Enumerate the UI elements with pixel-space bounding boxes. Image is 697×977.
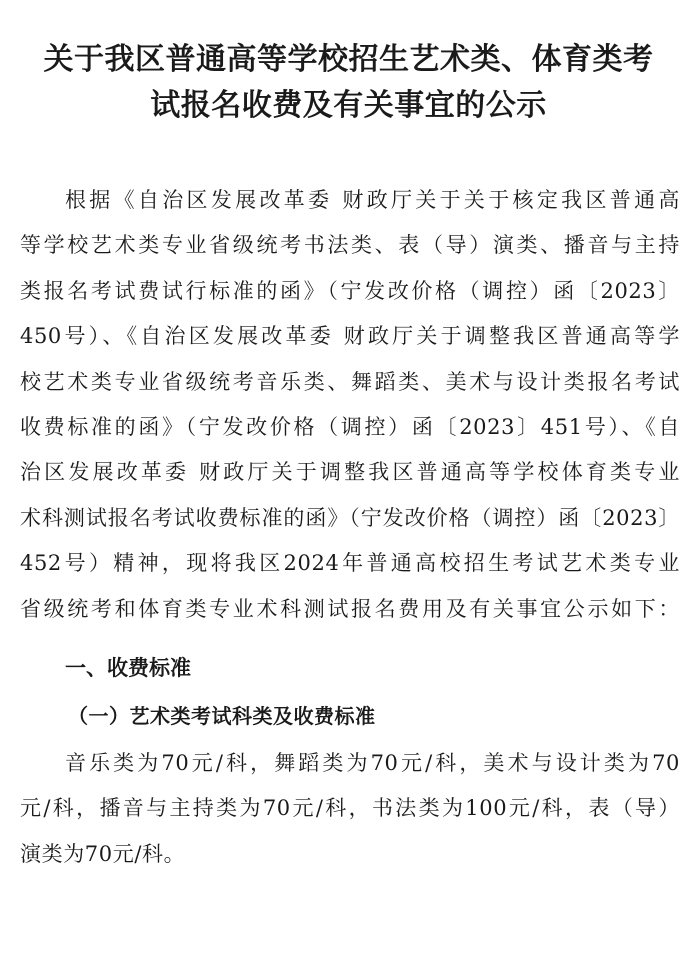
section-heading-fee-standard: 一、收费标准	[65, 656, 191, 680]
fee-paragraph	[20, 741, 680, 877]
paragraph-line: 音乐类为70元/科，舞蹈类为70元/科，美术与设计类为70	[65, 751, 680, 775]
paragraph-line: 演类为70元/科。	[20, 841, 186, 866]
document-title-line-1: 关于我区普通高等学校招生艺术类、体育类考	[43, 42, 654, 77]
paragraph-line: 收费标准的函》（宁发改价格（调控）函〔2023〕451号）、《自	[20, 415, 680, 440]
intro-paragraph	[20, 178, 680, 632]
paragraph-line: 元/科，播音与主持类为70元/科，书法类为100元/科，表（导）	[20, 796, 680, 821]
paragraph-line: 省级统考和体育类专业术科测试报名费用及有关事宜公示如下：	[20, 596, 680, 621]
paragraph-line: 根据《自治区发展改革委 财政厅关于关于核定我区普通高	[65, 188, 680, 212]
subsection-heading-art-exam: （一）艺术类考试科类及收费标准	[68, 704, 376, 728]
paragraph-line: 450号）、《自治区发展改革委 财政厅关于调整我区普通高等学	[20, 324, 680, 349]
paragraph-line: 452号）精神，现将我区2024年普通高校招生考试艺术类专业	[20, 551, 680, 576]
paragraph-line: 等学校艺术类专业省级统考书法类、表（导）演类、播音与主持	[20, 233, 680, 258]
document-title-line-2: 试报名收费及有关事宜的公示	[150, 88, 547, 123]
paragraph-line: 治区发展改革委 财政厅关于调整我区普通高等学校体育类专业	[20, 460, 680, 485]
paragraph-line: 类报名考试费试行标准的函》（宁发改价格（调控）函〔2023〕	[20, 278, 680, 303]
paragraph-line: 术科测试报名考试收费标准的函》（宁发改价格（调控）函〔2023〕	[20, 505, 680, 530]
paragraph-line: 校艺术类专业省级统考音乐类、舞蹈类、美术与设计类报名考试	[20, 369, 680, 394]
